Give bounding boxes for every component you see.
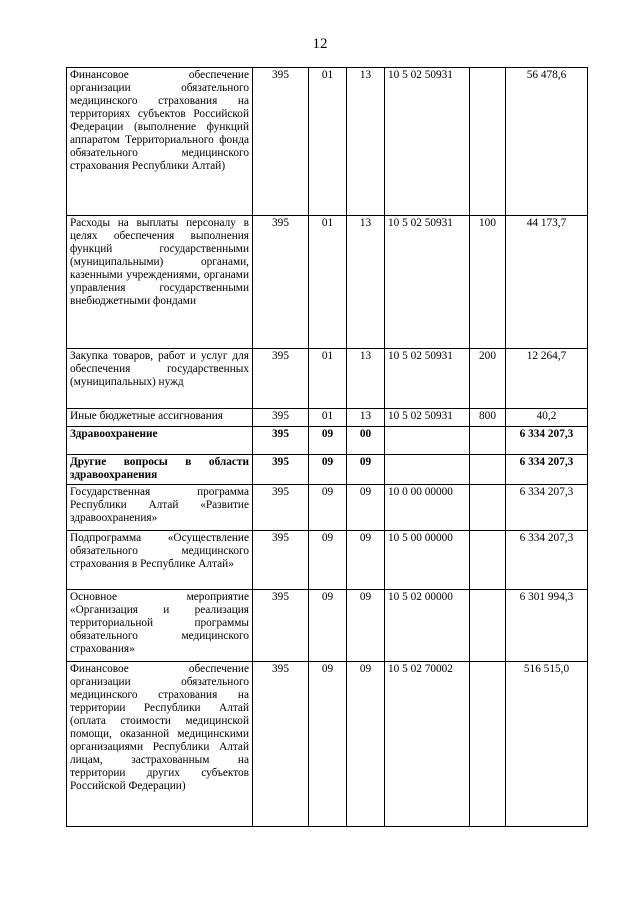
cell-amount: 56 478,6 [506,68,588,216]
cell-name: Расходы на выплаты персоналу в целях обеспечения выполнения функций государственными (муниципальными) органами, казенными учреждениями, органами управления государственными внебюджетными фондами [67,216,253,349]
cell-grbs: 395 [253,68,309,216]
cell-expense-type [470,455,506,485]
cell-amount: 40,2 [506,409,588,427]
cell-grbs: 395 [253,662,309,827]
cell-amount: 6 301 994,3 [506,590,588,662]
cell-expense-type: 100 [470,216,506,349]
cell-subsection: 09 [347,662,385,827]
cell-grbs: 395 [253,427,309,455]
cell-target-article [385,455,470,485]
cell-section: 09 [309,531,347,590]
table-row [67,216,588,349]
cell-expense-type [470,531,506,590]
cell-section: 09 [309,455,347,485]
cell-subsection: 00 [347,427,385,455]
cell-subsection: 09 [347,455,385,485]
cell-grbs: 395 [253,590,309,662]
cell-name: Подпрограмма «Осуществление обязательного медицинского страхования в Республике Алтай» [67,531,253,590]
cell-grbs: 395 [253,531,309,590]
cell-section: 01 [309,68,347,216]
cell-target-article: 10 5 02 50931 [385,409,470,427]
cell-section: 09 [309,590,347,662]
cell-subsection: 09 [347,485,385,531]
cell-section: 09 [309,427,347,455]
cell-expense-type [470,590,506,662]
cell-amount: 12 264,7 [506,349,588,409]
table-row [67,349,588,409]
table-row [67,531,588,590]
cell-name: Финансовое обеспечение организации обязательного медицинского страхования на территории Республики Алтай (оплата стоимости медицинской помощи, оказанной медицинскими организациями Республики Алтай лицам, застрахованным на территории других субъектов Российской Федерации) [67,662,253,827]
cell-target-article: 10 5 02 50931 [385,349,470,409]
cell-name: Здравоохранение [67,427,253,455]
cell-subsection: 13 [347,349,385,409]
cell-target-article: 10 5 00 00000 [385,531,470,590]
cell-expense-type: 200 [470,349,506,409]
cell-grbs: 395 [253,485,309,531]
table-row [67,590,588,662]
cell-amount: 44 173,7 [506,216,588,349]
cell-subsection: 13 [347,409,385,427]
cell-expense-type [470,427,506,455]
table-row [67,68,588,216]
cell-section: 09 [309,662,347,827]
cell-grbs: 395 [253,216,309,349]
table-row [67,485,588,531]
cell-grbs: 395 [253,409,309,427]
cell-expense-type [470,662,506,827]
cell-target-article: 10 5 02 00000 [385,590,470,662]
cell-amount: 516 515,0 [506,662,588,827]
cell-name: Иные бюджетные ассигнования [67,409,253,427]
cell-name: Финансовое обеспечение организации обязательного медицинского страхования на территориях субъектов Российской Федерации (выполнение функций аппаратом Территориального фонда обязательного медицинского страхования Республики Алтай) [67,68,253,216]
cell-name: Другие вопросы в области здравоохранения [67,455,253,485]
cell-target-article [385,427,470,455]
cell-expense-type: 800 [470,409,506,427]
cell-subsection: 09 [347,590,385,662]
cell-grbs: 395 [253,349,309,409]
cell-name: Закупка товаров, работ и услуг для обеспечения государственных (муниципальных) нужд [67,349,253,409]
cell-name: Государственная программа Республики Алтай «Развитие здравоохранения» [67,485,253,531]
cell-target-article: 10 5 02 70002 [385,662,470,827]
budget-table [66,67,588,827]
cell-subsection: 13 [347,216,385,349]
cell-target-article: 10 5 02 50931 [385,216,470,349]
cell-target-article: 10 0 00 00000 [385,485,470,531]
table-row [67,427,588,455]
table-row [67,455,588,485]
cell-section: 01 [309,349,347,409]
cell-amount: 6 334 207,3 [506,427,588,455]
cell-amount: 6 334 207,3 [506,485,588,531]
cell-amount: 6 334 207,3 [506,531,588,590]
cell-section: 01 [309,216,347,349]
table-row [67,662,588,827]
table-row [67,409,588,427]
cell-name: Основное мероприятие «Организация и реализация территориальной программы обязательного медицинского страхования» [67,590,253,662]
cell-section: 09 [309,485,347,531]
cell-amount: 6 334 207,3 [506,455,588,485]
cell-section: 01 [309,409,347,427]
cell-subsection: 13 [347,68,385,216]
cell-expense-type [470,485,506,531]
cell-target-article: 10 5 02 50931 [385,68,470,216]
cell-expense-type [470,68,506,216]
cell-grbs: 395 [253,455,309,485]
page-number: 12 [312,36,328,52]
cell-subsection: 09 [347,531,385,590]
